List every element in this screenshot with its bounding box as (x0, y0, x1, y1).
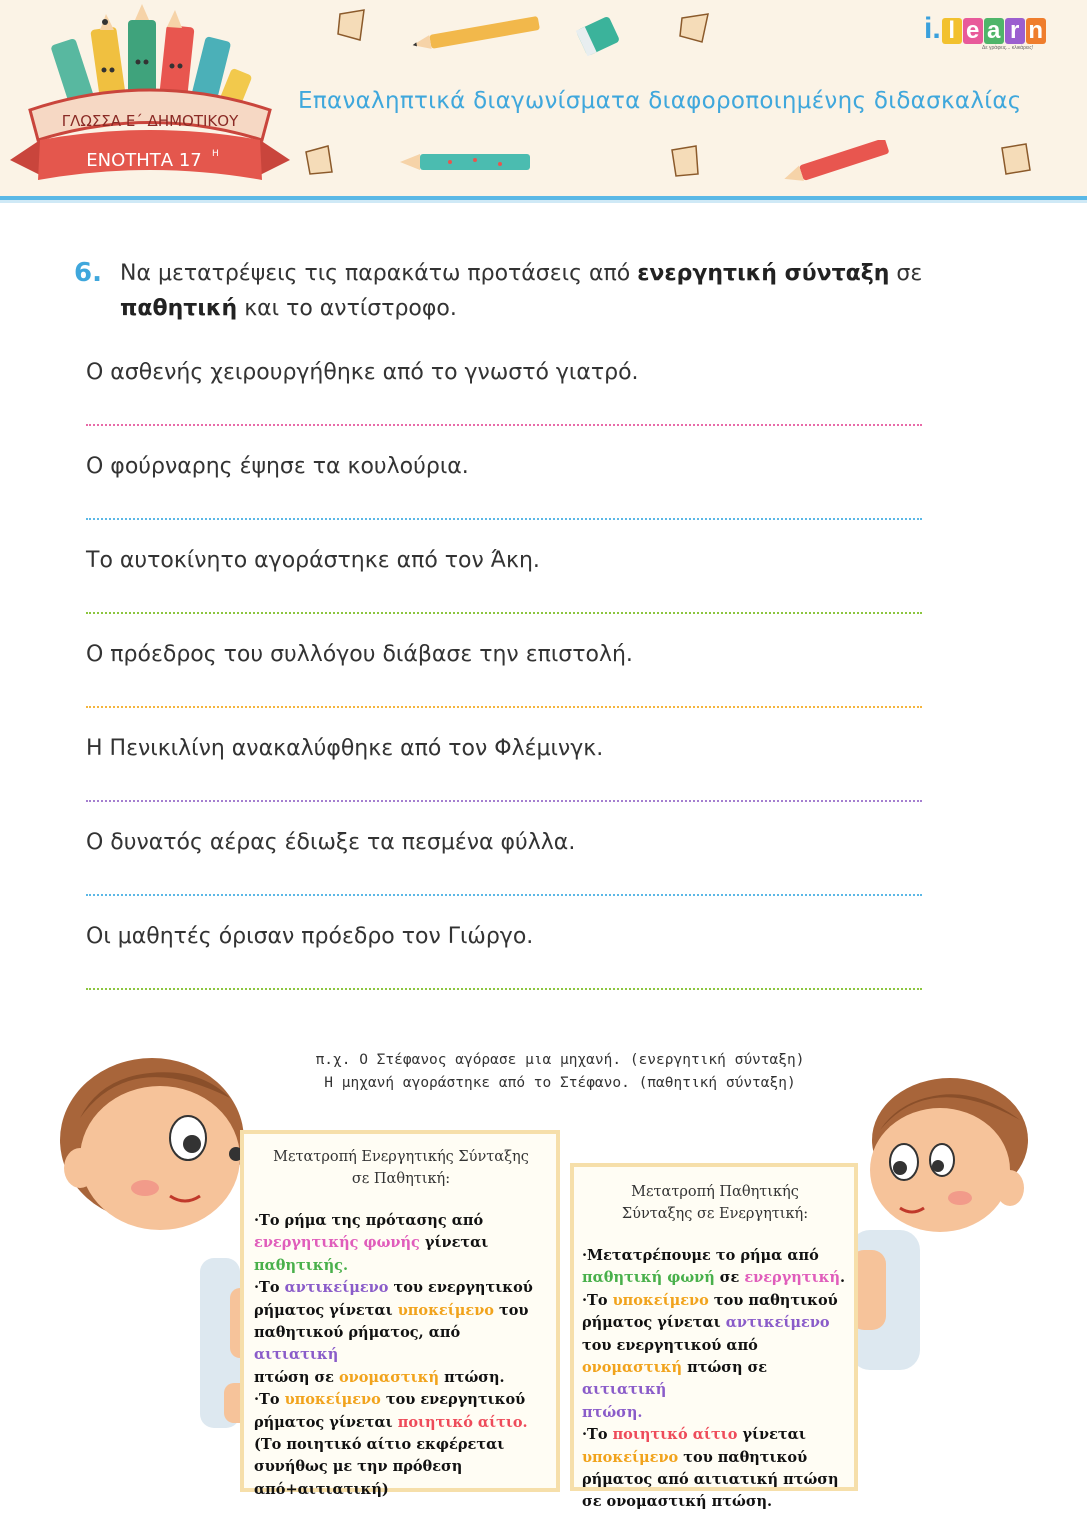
rule-text: . (637, 1403, 643, 1421)
card-rules (582, 1245, 848, 1514)
rule-text: γίνεται (737, 1426, 806, 1444)
term-agent: ποιητικό αίτιο (612, 1426, 738, 1444)
boy-left-illustration (40, 1028, 270, 1428)
question-keyword-passive: παθητική (120, 296, 238, 321)
card-title (254, 1146, 548, 1190)
exercise-sentence: Ο δυνατός αέρας έδιωξε τα πεσμένα φύλλα. (86, 830, 576, 855)
rule-note: (Το ποιητικό αίτιο εκφέρεται (254, 1436, 505, 1454)
term-object: αντικείμενο (725, 1314, 830, 1332)
term-passive-voice: παθητικής (254, 1256, 343, 1274)
card-title-line: Σύνταξης σε Ενεργητική: (621, 1206, 809, 1222)
term-nominative: ονομαστική (339, 1368, 440, 1386)
term-subject: υποκείμενο (284, 1391, 381, 1409)
badge-unit: ΕΝΟΤΗΤΑ 17 (86, 150, 202, 171)
rule-text: ·Μετατρέπουμε το ρήμα από (582, 1247, 819, 1264)
card-title-line: Μετατροπή Ενεργητικής Σύνταξης (273, 1149, 529, 1165)
term-accusative: αιτιατική (582, 1381, 667, 1399)
term-subject: υποκείμενο (397, 1301, 494, 1319)
question-text-part: και το αντίστροφο. (237, 296, 457, 321)
rule-text: . (840, 1269, 846, 1287)
rule-text: του παθητικού (678, 1448, 808, 1466)
example-active: π.χ. Ο Στέφανος αγόρασε μια μηχανή. (ενεργητική σύνταξη) (315, 1052, 805, 1068)
rule-text: . (522, 1413, 528, 1431)
exercise-sentence: Η Πενικιλίνη ανακαλύφθηκε από τον Φλέμινγκ. (86, 736, 604, 761)
exercise-sentence: Ο ασθενής χειρουργήθηκε από το γνωστό γιατρό. (86, 360, 639, 385)
term-passive-voice: παθητική φωνή (582, 1269, 715, 1287)
rule-text: ρήματος γίνεται (254, 1301, 398, 1319)
pencil-decoration-bottom-icon (300, 140, 920, 190)
badge-title: ΓΛΩΣΣΑ Ε΄ ΔΗΜΟΤΙΚΟΥ (61, 112, 239, 130)
term-subject: υποκείμενο (582, 1448, 679, 1466)
badge-unit-superscript: Η (212, 149, 219, 159)
rule-text: πτώση. (439, 1368, 505, 1386)
logo-tagline: Δε γράφεις... κλικάρεις! (982, 45, 1034, 51)
rule-text: ·Το (254, 1279, 285, 1297)
term-subject: υποκείμενο (612, 1291, 709, 1309)
subject-badge (0, 0, 300, 196)
rule-note: συνήθως με την πρόθεση (254, 1458, 463, 1476)
exercise-sentence: Το αυτοκίνητο αγοράστηκε από τον Άκη. (86, 548, 540, 573)
rule-text: σε (714, 1269, 745, 1287)
rule-text: ρήματος γίνεται (254, 1413, 398, 1431)
rule-text: του παθητικού (708, 1291, 838, 1309)
logo-letter: n (1026, 18, 1046, 44)
rule-text: του ενεργητικού (388, 1279, 533, 1297)
term-accusative: αιτιατική (254, 1346, 339, 1364)
answer-line[interactable] (86, 424, 922, 426)
pencil-decoration-icon (330, 6, 730, 66)
term-object: αντικείμενο (284, 1279, 389, 1297)
header-divider-light (0, 200, 1087, 203)
rule-text: ·Το (254, 1391, 285, 1409)
rule-text: ρήματος από αιτιατική πτώση (582, 1471, 839, 1489)
header-subtitle: Επαναληπτικά διαγωνίσματα διαφοροποιημένης διδασκαλίας (298, 88, 1022, 114)
question-text-part: σε (889, 261, 923, 286)
rule-text: του ενεργητικού από (582, 1336, 758, 1354)
shaving-icon (996, 140, 1036, 180)
card-title (582, 1181, 848, 1225)
answer-line[interactable] (86, 800, 922, 802)
example-passive: Η μηχανή αγοράστηκε από το Στέφανο. (παθητική σύνταξη) (324, 1075, 796, 1091)
term-active-voice: ενεργητικής φωνής (254, 1234, 420, 1252)
answer-line[interactable] (86, 518, 922, 520)
question-text-part: Να μετατρέψεις τις παρακάτω προτάσεις από (120, 261, 638, 286)
rule-text: πτώση σε (254, 1368, 340, 1386)
rule-text: του (493, 1301, 529, 1319)
rule-note: από+αιτιατική) (254, 1480, 389, 1498)
logo-letter: l (942, 18, 962, 44)
question-text (120, 256, 940, 326)
question-number: 6. (74, 258, 102, 288)
exercise-sentence: Οι μαθητές όρισαν πρόεδρο τον Γιώργο. (86, 924, 534, 949)
rule-text: ρήματος γίνεται (582, 1314, 726, 1332)
answer-line[interactable] (86, 894, 922, 896)
answer-line[interactable] (86, 706, 922, 708)
card-passive-to-active (570, 1163, 858, 1511)
card-rules (254, 1210, 548, 1501)
logo-letter: r (1005, 18, 1025, 44)
answer-line[interactable] (86, 612, 922, 614)
rule-text: παθητικού ρήματος, από (254, 1324, 461, 1342)
rule-text: ·Το ρήμα της πρότασης από (254, 1212, 484, 1229)
term-active-voice: ενεργητική (744, 1269, 840, 1287)
card-title-line: σε Παθητική: (351, 1171, 451, 1187)
exercise-sentence: Ο πρόεδρος του συλλόγου διάβασε την επιστολή. (86, 642, 633, 667)
term-nominative: ονομαστική (582, 1359, 683, 1377)
term-agent: ποιητικό αίτιο (397, 1413, 523, 1431)
answer-line[interactable] (86, 988, 922, 990)
rule-text: . (343, 1256, 349, 1274)
card-title-line: Μετατροπή Παθητικής (631, 1184, 799, 1200)
rule-text: ·Το (582, 1291, 613, 1309)
rule-text: σε ονομαστική πτώση. (582, 1493, 773, 1511)
question-keyword-active: ενεργητική σύνταξη (637, 261, 890, 286)
term-accusative: πτώση (582, 1403, 638, 1421)
rule-text: πτώση σε (682, 1359, 768, 1377)
logo-letter: e (963, 18, 983, 44)
ilearn-logo (924, 12, 1046, 46)
logo-i: i. (924, 12, 941, 45)
rule-text: γίνεται (419, 1234, 489, 1252)
rule-text: του ενεργητικού (380, 1391, 526, 1409)
card-active-to-passive (240, 1130, 560, 1498)
rule-text: ·Το (582, 1426, 613, 1444)
exercise-sentence: Ο φούρναρης έψησε τα κουλούρια. (86, 454, 469, 479)
logo-letter: a (984, 18, 1004, 44)
